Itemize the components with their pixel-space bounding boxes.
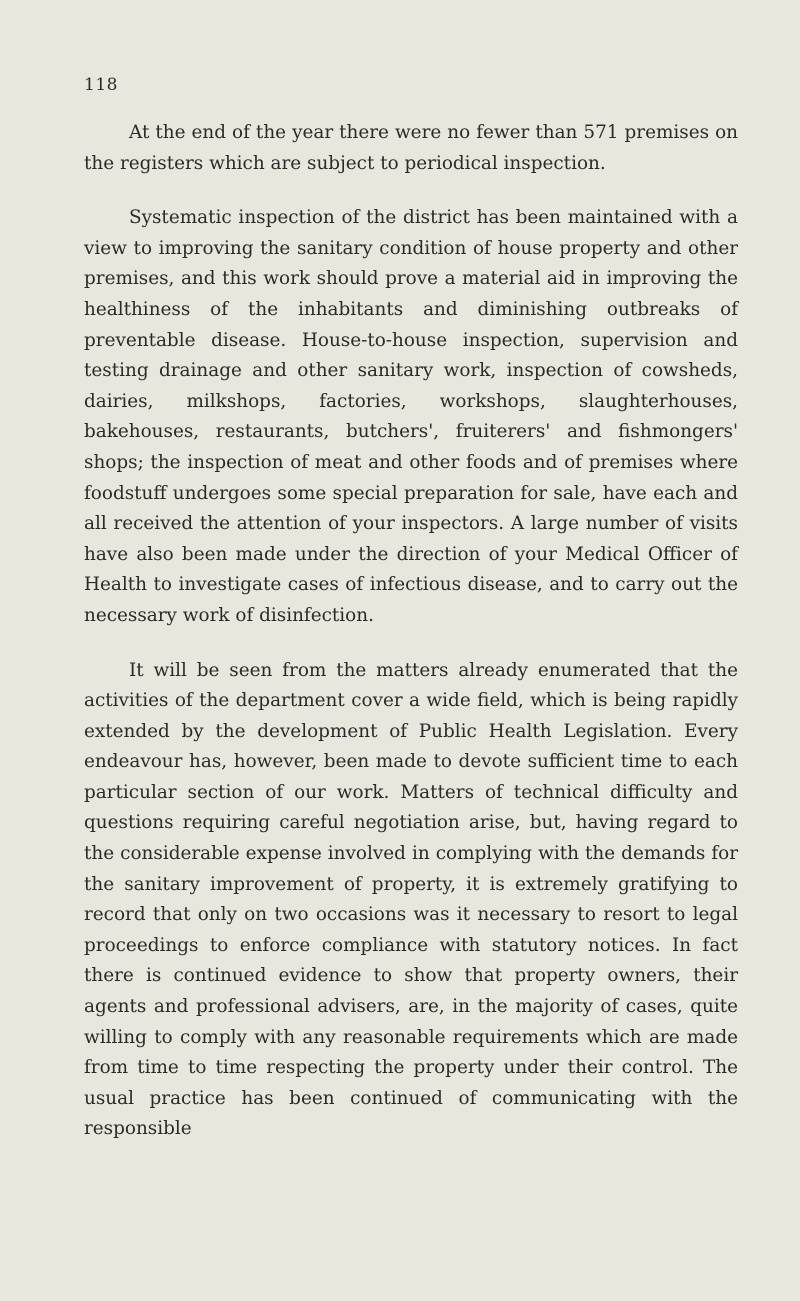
paragraph-systematic-inspection: Systematic inspection of the district has been maintained with a view to improving the sanitary condition of house property and other premises, and this work should prove a material aid in improving the healthiness of the inhabitants and diminishing outbreaks of preventable disease. House-to-house inspection, supervision and testing drainage and other sanitary work, inspection of cowsheds, dairies, milkshops, factories, workshops, slaughterhouses, bakehouses, restaurants, butchers', fruiterers' and fishmongers' shops; the inspection of meat and other foods and of premises where foodstuff undergoes some special preparation for sale, have each and all received the attention of your inspectors. A large number of visits have also been made under the direction of your Medical Officer of Health to investigate cases of infectious disease, and to carry out the necessary work of disinfection.	[84, 207, 738, 626]
paragraph-premises-count: At the end of the year there were no fewer than 571 premises on the registers which are subject to periodical inspection.	[84, 122, 738, 174]
body-text	[84, 118, 738, 1169]
page-number: 118	[84, 75, 118, 95]
paragraph-department-activities: It will be seen from the matters already enumerated that the activities of the department cover a wide field, which is being rapidly extended by the development of Public Health Legislation. Every endeavour has, however, been made to devote sufficient time to each particular section of our work. Matters of technical difficulty and questions requiring careful negotiation arise, but, having regard to the considerable expense involved in complying with the demands for the sanitary improvement of property, it is extremely gratifying to record that only on two occasions was it necessary to resort to legal proceedings to enforce compliance with statutory notices. In fact there is continued evidence to show that property owners, their agents and professional advisers, are, in the majority of cases, quite willing to comply with any reasonable requirements which are made from time to time respecting the property under their control. The usual practice has been continued of communicating with the responsible	[84, 659, 738, 1140]
